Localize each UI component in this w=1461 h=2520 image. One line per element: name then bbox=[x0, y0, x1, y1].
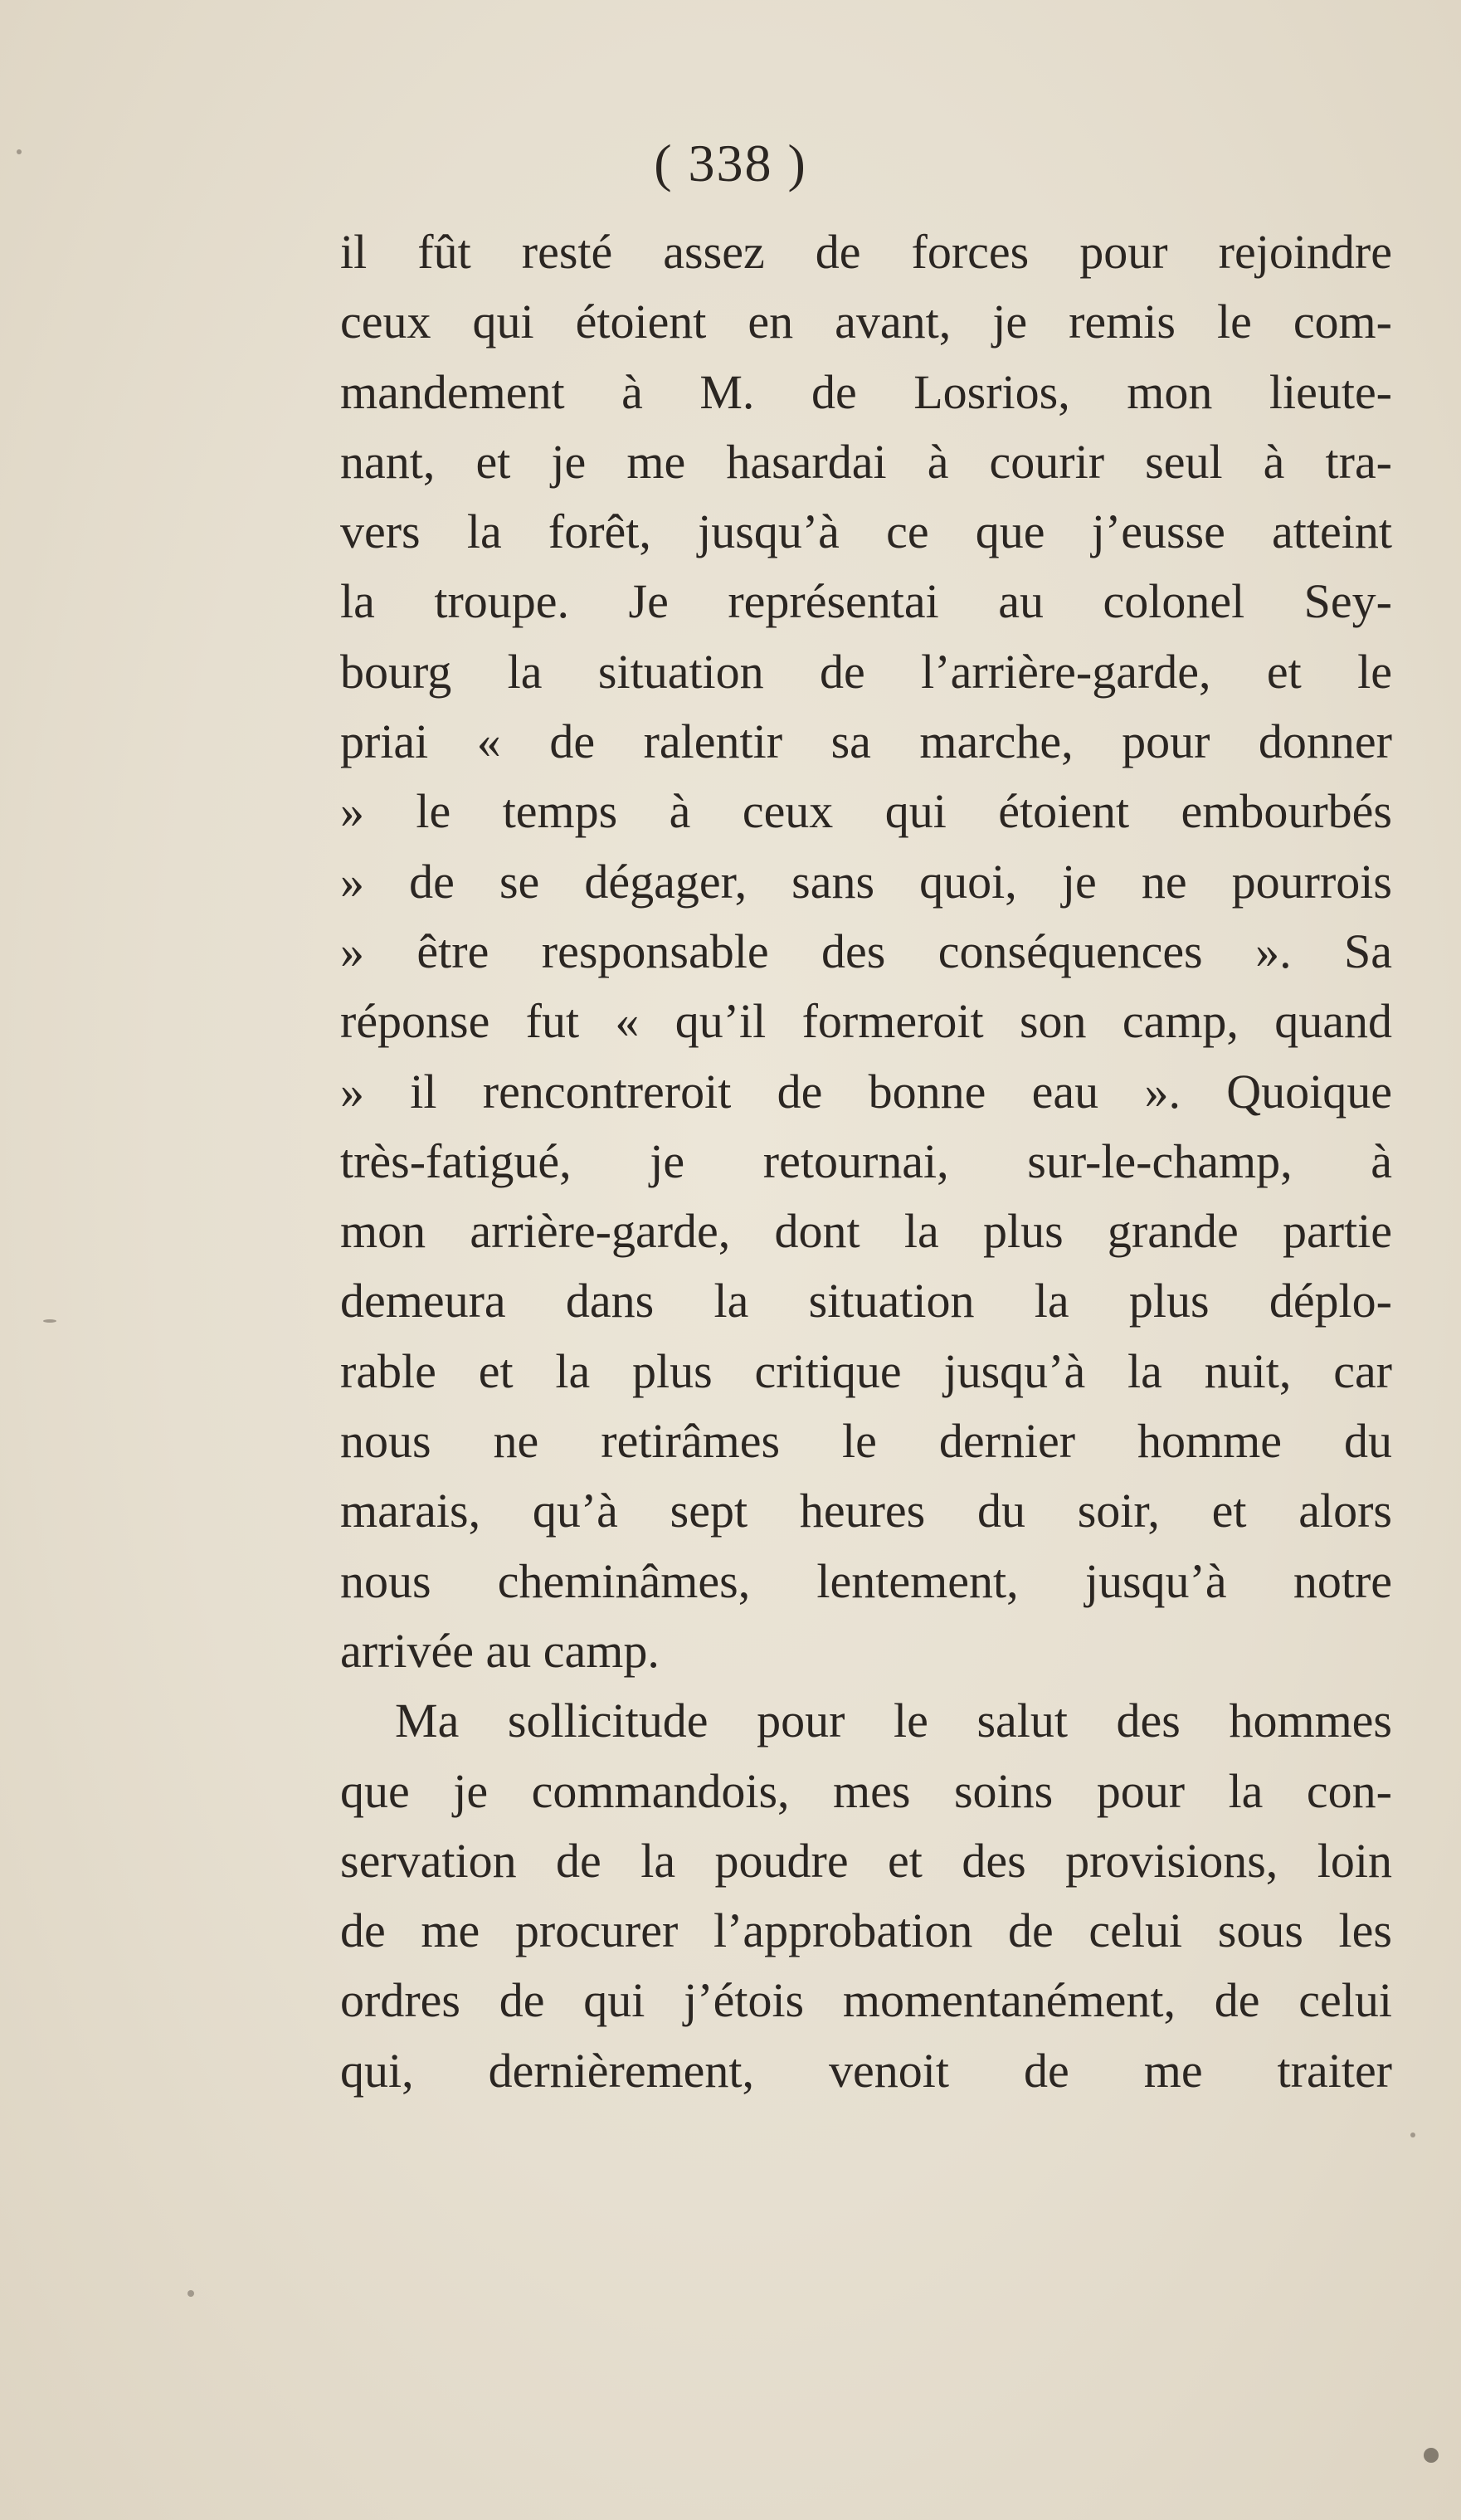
text-line: que je commandois, mes soins pour la con- bbox=[340, 1763, 1392, 1818]
paper-speck bbox=[1424, 2448, 1439, 2463]
text-line: » de se dégager, sans quoi, je ne pourrois bbox=[340, 854, 1392, 909]
text-line: mandement à M. de Losrios, mon lieute- bbox=[340, 364, 1392, 419]
text-line: » être responsable des conséquences ». Sa bbox=[340, 924, 1392, 978]
text-line: marais, qu’à sept heures du soir, et alors bbox=[340, 1484, 1392, 1538]
body-text bbox=[340, 217, 1392, 2106]
paper-speck bbox=[187, 2290, 194, 2297]
text-line: Ma sollicitude pour le salut des hommes bbox=[395, 1694, 1392, 1748]
text-line: ceux qui étoient en avant, je remis le com- bbox=[340, 295, 1392, 349]
paper-speck bbox=[17, 149, 22, 154]
text-line: » le temps à ceux qui étoient embourbés bbox=[340, 784, 1392, 839]
text-line: arrivée au camp. bbox=[340, 1623, 660, 1678]
text-line: réponse fut « qu’il formeroit son camp, quand bbox=[340, 994, 1392, 1049]
paragraph-1 bbox=[340, 217, 1392, 1686]
text-line: rable et la plus critique jusqu’à la nuit, car bbox=[340, 1343, 1392, 1398]
text-line: très-fatigué, je retournai, sur-le-champ, à bbox=[340, 1133, 1392, 1188]
text-line: nant, et je me hasardai à courir seul à tra- bbox=[340, 434, 1392, 489]
paragraph-2 bbox=[340, 1686, 1392, 2106]
text-line: priai « de ralentir sa marche, pour donner bbox=[340, 714, 1392, 769]
text-line: qui, dernièrement, venoit de me traiter bbox=[340, 2043, 1392, 2098]
text-line: de me procurer l’approbation de celui sous les bbox=[340, 1903, 1392, 1958]
paper-speck bbox=[43, 1319, 56, 1323]
text-line: ordres de qui j’étois momentanément, de celui bbox=[340, 1973, 1392, 2028]
text-line: bourg la situation de l’arrière-garde, et le bbox=[340, 644, 1392, 699]
text-line: il fût resté assez de forces pour rejoindre bbox=[340, 225, 1392, 279]
page-number: ( 338 ) bbox=[654, 134, 807, 193]
text-line: nous cheminâmes, lentement, jusqu’à notre bbox=[340, 1553, 1392, 1608]
text-line: demeura dans la situation la plus déplo- bbox=[340, 1274, 1392, 1328]
paper-speck bbox=[1410, 2132, 1415, 2137]
text-line: » il rencontreroit de bonne eau ». Quoique bbox=[340, 1064, 1392, 1119]
text-line: mon arrière-garde, dont la plus grande partie bbox=[340, 1204, 1392, 1259]
text-line: nous ne retirâmes le dernier homme du bbox=[340, 1414, 1392, 1469]
text-line: servation de la poudre et des provisions, loin bbox=[340, 1833, 1392, 1888]
text-line: la troupe. Je représentai au colonel Sey- bbox=[340, 574, 1392, 629]
text-line: vers la forêt, jusqu’à ce que j’eusse atteint bbox=[340, 504, 1392, 559]
